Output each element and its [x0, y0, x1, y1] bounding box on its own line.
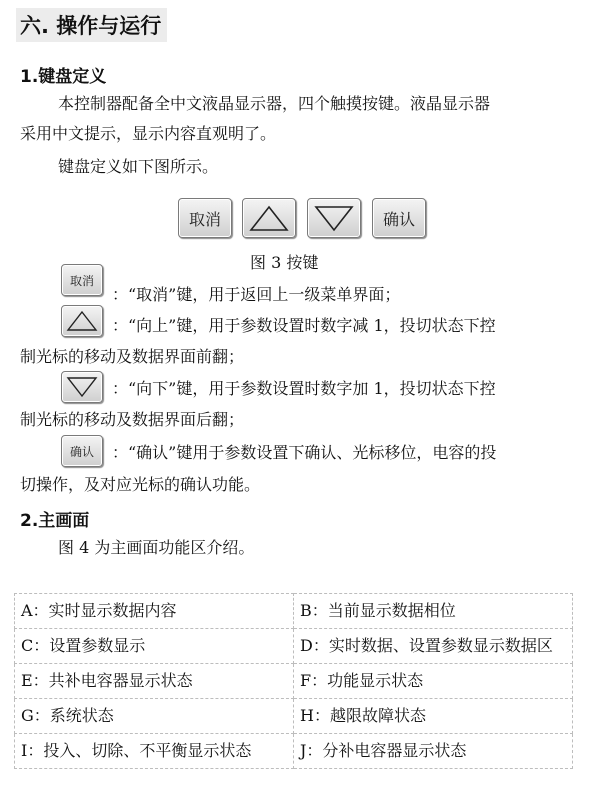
cancel-key-small: 取消: [61, 264, 103, 296]
table-cell: B：当前显示数据相位: [294, 594, 573, 629]
main-screen-heading: 2.主画面: [20, 511, 90, 531]
up-definition-cont: 制光标的移动及数据界面前翻；: [20, 347, 245, 366]
triangle-down-icon: [65, 375, 99, 399]
confirm-definition: ：“确认”键用于参数设置下确认、光标移位，电容的投: [112, 443, 497, 462]
table-row: [15, 594, 573, 629]
table-cell: D：实时数据、设置参数显示数据区: [294, 629, 573, 664]
function-area-table: [14, 593, 573, 769]
paragraph-line: 键盘定义如下图所示。: [58, 157, 219, 176]
table-cell: E：共补电容器显示状态: [15, 664, 294, 699]
section-title: 六. 操作与运行: [16, 8, 167, 42]
up-key-small: [61, 305, 103, 337]
main-screen-intro: 图 4 为主画面功能区介绍。: [58, 538, 255, 557]
confirm-key-small: 确认: [61, 435, 103, 467]
down-key: [307, 198, 361, 238]
figure-caption: 图 3 按键: [250, 253, 319, 272]
table-cell: F：功能显示状态: [294, 664, 573, 699]
paragraph-line: 采用中文提示，显示内容直观明了。: [20, 124, 277, 143]
cancel-definition: ：“取消”键，用于返回上一级菜单界面；: [112, 285, 401, 304]
table-cell: J：分补电容器显示状态: [294, 734, 573, 769]
cancel-key: 取消: [178, 198, 232, 238]
triangle-down-icon: [312, 203, 356, 233]
table-row: [15, 629, 573, 664]
triangle-up-icon: [247, 203, 291, 233]
table-row: [15, 734, 573, 769]
keyboard-heading: 1.键盘定义: [20, 67, 107, 87]
table-cell: I：投入、切除、不平衡显示状态: [15, 734, 294, 769]
table-cell: A：实时显示数据内容: [15, 594, 294, 629]
up-definition: ：“向上”键，用于参数设置时数字减 1，投切状态下控: [112, 316, 496, 335]
paragraph-line: 本控制器配备全中文液晶显示器，四个触摸按键。液晶显示器: [58, 94, 491, 113]
triangle-up-icon: [65, 309, 99, 333]
table-cell: G：系统状态: [15, 699, 294, 734]
confirm-definition-cont: 切操作，及对应光标的确认功能。: [20, 475, 261, 494]
table-row: [15, 699, 573, 734]
up-key: [242, 198, 296, 238]
confirm-key: 确认: [372, 198, 426, 238]
down-definition: ：“向下”键，用于参数设置时数字加 1，投切状态下控: [112, 379, 496, 398]
down-key-small: [61, 371, 103, 403]
table-cell: C：设置参数显示: [15, 629, 294, 664]
table-row: [15, 664, 573, 699]
table-cell: H：越限故障状态: [294, 699, 573, 734]
down-definition-cont: 制光标的移动及数据界面后翻；: [20, 410, 245, 429]
